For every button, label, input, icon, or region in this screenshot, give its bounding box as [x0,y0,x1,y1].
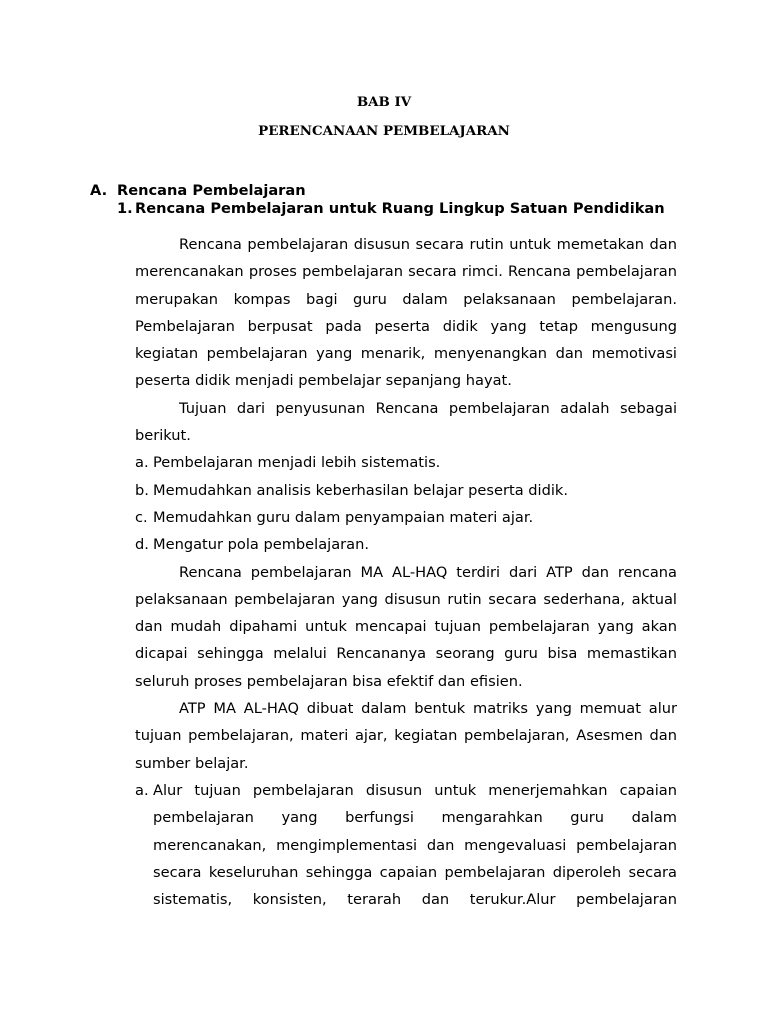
list-item [135,531,677,558]
list-item-text: Memudahkan guru dalam penyampaian materi ajar. [153,508,534,526]
list-marker: a. [135,781,149,799]
paragraph: Tujuan dari penyusunan Rencana pembelajaran adalah sebagai berikut. [135,399,677,445]
chapter-heading: BAB IV [356,94,412,110]
section-a-heading [90,182,306,200]
list-item [135,504,677,531]
list-item [135,777,677,913]
list-marker: a. [135,454,149,472]
paragraph: Rencana pembelajaran MA AL-HAQ terdiri dari ATP dan rencana pelaksanaan pembelajaran yang disusun rutin secara sederhana, aktual dan mudah dipahami untuk mencapai tujuan pembelajaran yang akan dicapai sehingga melalui Rencananya seorang guru bisa memastikan seluruh proses pembelajaran bisa efektif dan efisien. [135,563,677,690]
list-item-text: Alur tujuan pembelajaran disusun untuk menerjemahkan capaian pembelajaran yang berfungsi mengarahkan guru dalam merencanakan, mengimplementasi dan mengevaluasi pembelajaran secara keseluruhan sehingga capaian pembelajaran diperoleh secara sistematis, konsisten, terarah dan terukur.Alur pembelajaran [153,781,677,909]
paragraph: ATP MA AL-HAQ dibuat dalam bentuk matriks yang memuat alur tujuan pembelajaran, materi ajar, kegiatan pembelajaran, Asesmen dan sumber belajar. [135,700,677,772]
list-item [135,449,677,476]
list-marker: c. [135,508,148,526]
chapter-title: PERENCANAAN PEMBELAJARAN [258,123,510,139]
section-a-title: Rencana Pembelajaran [117,182,306,199]
document-body [135,231,677,913]
list-marker: d. [135,536,149,554]
list-item-text: Memudahkan analisis keberhasilan belajar peserta didik. [153,481,569,499]
paragraph: Rencana pembelajaran disusun secara rutin untuk memetakan dan merencanakan proses pembelajaran secara rimci. Rencana pembelajaran merupakan kompas bagi guru dalam pelaksanaan pembelajaran. Pembelajaran berpusat pada peserta didik yang tetap mengusung kegiatan pembelajaran yang menarik, menyenangkan dan memotivasi peserta didik menjadi pembelajar sepanjang hayat. [135,236,677,390]
list-item-text: Mengatur pola pembelajaran. [153,536,369,554]
subsection-1-heading [117,200,677,218]
subsection-1-number: 1. [117,200,133,217]
list-marker: b. [135,481,149,499]
list-item-text: Pembelajaran menjadi lebih sistematis. [153,454,441,472]
list-item [135,477,677,504]
section-a-marker: A. [90,182,108,199]
subsection-1-title: Rencana Pembelajaran untuk Ruang Lingkup Satuan Pendidikan [135,200,665,217]
